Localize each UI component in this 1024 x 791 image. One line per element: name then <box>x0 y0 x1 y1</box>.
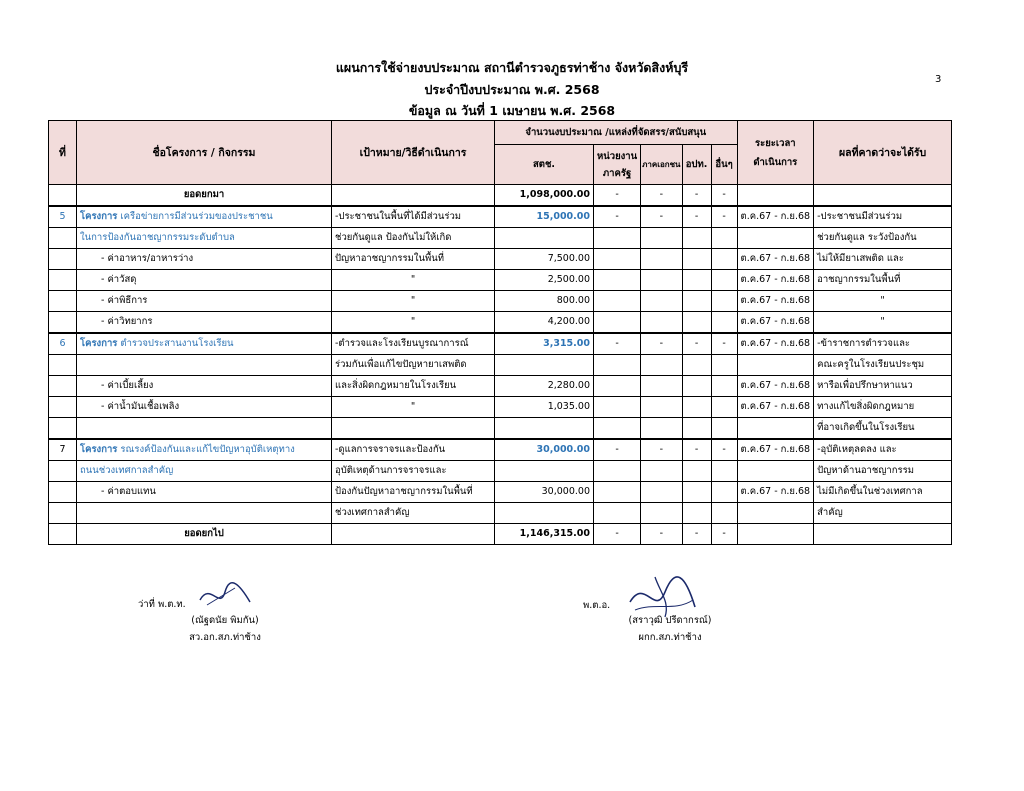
project-result: -ประชาชนมีส่วนร่วม <box>814 206 952 228</box>
expense-period: ต.ค.67 - ก.ย.68 <box>737 397 814 418</box>
expense-label: - ค่าวัสดุ <box>77 270 332 291</box>
right-signer <box>610 612 730 646</box>
left-signer <box>170 612 280 646</box>
dash: - <box>711 206 737 228</box>
col-result: ผลที่คาดว่าจะได้รับ <box>814 121 952 185</box>
col-gov-line1: หน่วยงาน <box>597 150 638 162</box>
col-project: ชื่อโครงการ / กิจกรรม <box>77 121 332 185</box>
col-other: อื่นๆ <box>711 145 737 185</box>
project-target-last: ช่วงเทศกาลสำคัญ <box>332 503 495 524</box>
expense-result: " <box>814 291 952 312</box>
col-target: เป้าหมาย/วิธีดำเนินการ <box>332 121 495 185</box>
right-signer-position: ผกก.สภ.ท่าช้าง <box>638 632 702 643</box>
project-result: -ข้าราชการตำรวจและ <box>814 333 952 355</box>
expense-row <box>49 270 952 291</box>
dash: - <box>594 524 641 545</box>
left-signer-rank: ว่าที่ พ.ต.ท. <box>138 599 186 610</box>
project-continuation-row <box>49 228 952 249</box>
col-gov-line2: ภาครัฐ <box>602 167 632 179</box>
project-amount: 3,315.00 <box>495 333 594 355</box>
expense-amount: 7,500.00 <box>495 249 594 270</box>
dash: - <box>682 524 711 545</box>
project-continuation-row <box>49 418 952 440</box>
right-signer-name: (สราวุฒิ ปรีดากรณ์) <box>628 615 712 626</box>
budget-table <box>48 120 952 545</box>
carry-out-row <box>49 524 952 545</box>
project-name <box>77 333 332 355</box>
expense-result: อาชญากรรมในพื้นที่ <box>814 270 952 291</box>
expense-amount: 2,280.00 <box>495 376 594 397</box>
project-target: -ตำรวจและโรงเรียนบูรณาการณ์ <box>332 333 495 355</box>
project-target-line2: อุบัติเหตุด้านการจราจรและ <box>332 461 495 482</box>
expense-amount: 30,000.00 <box>495 482 594 503</box>
project-row <box>49 439 952 461</box>
dash: - <box>641 333 682 355</box>
project-name-line1: ตำรวจประสานงานโรงเรียน <box>120 338 234 349</box>
col-private: ภาคเอกชน <box>641 145 682 185</box>
expense-row <box>49 291 952 312</box>
project-target: -ประชาชนในพื้นที่ได้มีส่วนร่วม <box>332 206 495 228</box>
expense-amount: 800.00 <box>495 291 594 312</box>
project-result-line2: ปัญหาด้านอาชญากรรม <box>814 461 952 482</box>
carry-in-row <box>49 185 952 207</box>
project-continuation-row <box>49 461 952 482</box>
expense-row <box>49 312 952 334</box>
header-row <box>49 121 952 145</box>
project-continuation-row <box>49 355 952 376</box>
dash: - <box>682 439 711 461</box>
project-prefix: โครงการ <box>80 444 118 455</box>
dash: - <box>711 524 737 545</box>
project-prefix: โครงการ <box>80 338 118 349</box>
expense-period: ต.ค.67 - ก.ย.68 <box>737 291 814 312</box>
project-target: -ดูแลการจราจรและป้องกัน <box>332 439 495 461</box>
project-period: ต.ค.67 - ก.ย.68 <box>737 333 814 355</box>
col-budget-group: จำนวนงบประมาณ /แหล่งที่จัดสรร/สนับสนุน <box>495 121 738 145</box>
project-name-line2: ในการป้องกันอาชญากรรมระดับตำบล <box>77 228 332 249</box>
expense-row <box>49 376 952 397</box>
expense-label: - ค่าเบี้ยเลี้ยง <box>77 376 332 397</box>
left-signer-name: (ณัฐดนัย พิมกัน) <box>191 615 259 626</box>
col-police: สตช. <box>495 145 594 185</box>
project-name-line1: เครือข่ายการมีส่วนร่วมของประชาชน <box>120 211 273 222</box>
col-period-line1: ระยะเวลา <box>755 137 796 149</box>
expense-target: " <box>332 397 495 418</box>
expense-period: ต.ค.67 - ก.ย.68 <box>737 376 814 397</box>
right-signer-rank: พ.ต.อ. <box>583 600 611 611</box>
expense-target: " <box>332 270 495 291</box>
dash: - <box>641 185 682 207</box>
dash: - <box>594 185 641 207</box>
expense-result: ทางแก้ไขสิ่งผิดกฎหมาย <box>814 397 952 418</box>
expense-period: ต.ค.67 - ก.ย.68 <box>737 312 814 334</box>
project-no: 5 <box>49 206 77 228</box>
project-no: 7 <box>49 439 77 461</box>
report-title: แผนการใช้จ่ายงบประมาณ สถานีตำรวจภูธรท่าช้าง จังหวัดสิงห์บุรี <box>335 60 689 75</box>
expense-label: - ค่าพิธีการ <box>77 291 332 312</box>
project-result-last: สำคัญ <box>814 503 952 524</box>
expense-row <box>49 249 952 270</box>
dash: - <box>594 333 641 355</box>
dash: - <box>641 206 682 228</box>
expense-row <box>49 397 952 418</box>
dash: - <box>711 185 737 207</box>
dash: - <box>711 439 737 461</box>
project-amount: 15,000.00 <box>495 206 594 228</box>
data-date: ข้อมูล ณ วันที่ 1 เมษายน พ.ศ. 2568 <box>408 103 616 118</box>
col-period <box>737 121 814 185</box>
expense-target: " <box>332 291 495 312</box>
project-target-line2: ช่วยกันดูแล ป้องกันไม่ให้เกิด <box>332 228 495 249</box>
col-period-line2: ดำเนินการ <box>753 156 798 168</box>
expense-period: ต.ค.67 - ก.ย.68 <box>737 270 814 291</box>
carry-in-label: ยอดยกมา <box>77 185 332 207</box>
expense-label: - ค่าวิทยากร <box>77 312 332 334</box>
left-signature-scribble <box>195 580 255 610</box>
expense-period: ต.ค.67 - ก.ย.68 <box>737 482 814 503</box>
project-result: -อุบัติเหตุลดลง และ <box>814 439 952 461</box>
carry-out-amount: 1,146,315.00 <box>495 524 594 545</box>
dash: - <box>682 206 711 228</box>
col-no: ที่ <box>49 121 77 185</box>
project-result-last: ที่อาจเกิดขึ้นในโรงเรียน <box>814 418 952 440</box>
project-period: ต.ค.67 - ก.ย.68 <box>737 206 814 228</box>
dash: - <box>641 524 682 545</box>
expense-target: ปัญหาอาชญากรรมในพื้นที่ <box>332 249 495 270</box>
dash: - <box>641 439 682 461</box>
project-continuation-row <box>49 503 952 524</box>
project-row <box>49 333 952 355</box>
expense-label: - ค่าอาหาร/อาหารว่าง <box>77 249 332 270</box>
project-row <box>49 206 952 228</box>
col-gov <box>594 145 641 185</box>
expense-result: ไม่มีเกิดขึ้นในช่วงเทศกาล <box>814 482 952 503</box>
project-target-line2: ร่วมกันเพื่อแก้ไขปัญหายาเสพติด <box>332 355 495 376</box>
project-period: ต.ค.67 - ก.ย.68 <box>737 439 814 461</box>
dash: - <box>594 206 641 228</box>
expense-label: - ค่าน้ำมันเชื้อเพลิง <box>77 397 332 418</box>
expense-target: และสิ่งผิดกฎหมายในโรงเรียน <box>332 376 495 397</box>
expense-result: " <box>814 312 952 334</box>
project-name <box>77 206 332 228</box>
expense-period: ต.ค.67 - ก.ย.68 <box>737 249 814 270</box>
project-result-line2: ช่วยกันดูแล ระวังป้องกัน <box>814 228 952 249</box>
expense-label: - ค่าตอบแทน <box>77 482 332 503</box>
project-name-line1: รณรงค์ป้องกันและแก้ไขปัญหาอุบัติเหตุทาง <box>120 444 295 455</box>
dash: - <box>711 333 737 355</box>
dash: - <box>682 185 711 207</box>
col-local: อปท. <box>682 145 711 185</box>
expense-row <box>49 482 952 503</box>
dash: - <box>594 439 641 461</box>
project-result-line2: คณะครูในโรงเรียนประชุม <box>814 355 952 376</box>
expense-amount: 4,200.00 <box>495 312 594 334</box>
project-name <box>77 439 332 461</box>
fiscal-year: ประจำปีงบประมาณ พ.ศ. 2568 <box>424 82 600 97</box>
expense-amount: 1,035.00 <box>495 397 594 418</box>
carry-in-amount: 1,098,000.00 <box>495 185 594 207</box>
expense-result: ไม่ให้มียาเสพติด และ <box>814 249 952 270</box>
project-no: 6 <box>49 333 77 355</box>
left-signer-position: สว.อก.สภ.ท่าช้าง <box>189 632 261 643</box>
project-name-line2: ถนนช่วงเทศกาลสำคัญ <box>77 461 332 482</box>
expense-target: ป้องกันปัญหาอาชญากรรมในพื้นที่ <box>332 482 495 503</box>
project-amount: 30,000.00 <box>495 439 594 461</box>
project-prefix: โครงการ <box>80 211 118 222</box>
expense-result: หารือเพื่อปรึกษาหาแนว <box>814 376 952 397</box>
dash: - <box>682 333 711 355</box>
carry-out-label: ยอดยกไป <box>77 524 332 545</box>
expense-amount: 2,500.00 <box>495 270 594 291</box>
expense-target: " <box>332 312 495 334</box>
page-number: 3 <box>935 74 942 85</box>
